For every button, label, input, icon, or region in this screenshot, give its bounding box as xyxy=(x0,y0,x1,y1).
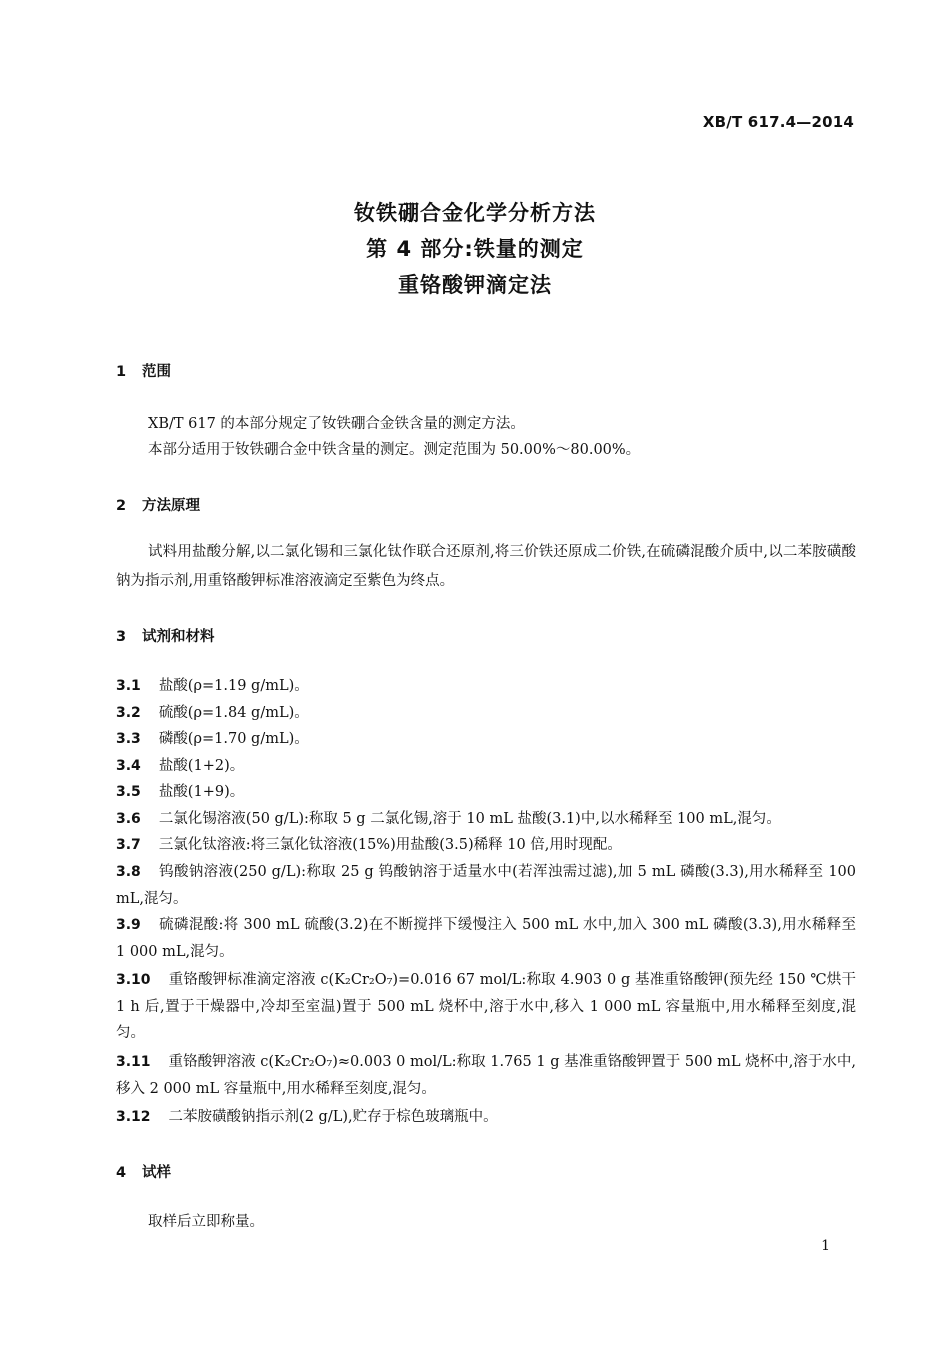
clause-3-11 xyxy=(116,1049,856,1102)
section-4-paragraph-1: 取样后立即称量。 xyxy=(148,1214,264,1230)
clause-number: 3.8 xyxy=(116,864,141,880)
section-3-heading xyxy=(116,625,215,646)
section-2-paragraph-1: 试料用盐酸分解,以二氯化锡和三氯化钛作联合还原剂,将三价铁还原成二价铁,在硫磷混酸介质中,以二苯胺磺酸钠为指示剂,用重铬酸钾标准溶液滴定至紫色为终点。 xyxy=(116,544,856,589)
clause-text: 重铬酸钾溶液 c(K₂Cr₂O₇)≈0.003 0 mol/L:称取 1.765 1 g 基准重铬酸钾置于 500 mL 烧杯中,溶于水中,移入 2 000 mL 容量瓶中,用水稀释至刻度,混匀。 xyxy=(116,1054,856,1097)
title-line-1: 钕铁硼合金化学分析方法 xyxy=(354,201,596,225)
clause-text: 盐酸(ρ=1.19 g/mL)。 xyxy=(158,678,309,694)
section-number: 3 xyxy=(116,629,127,645)
clause-text: 三氯化钛溶液:将三氯化钛溶液(15%)用盐酸(3.5)稀释 10 倍,用时现配。 xyxy=(158,837,622,853)
clause-number: 3.6 xyxy=(116,811,141,827)
clause-number: 3.2 xyxy=(116,705,141,721)
clause-number: 3.10 xyxy=(116,972,151,988)
clause-number: 3.5 xyxy=(116,784,141,800)
clause-3-3 xyxy=(116,726,856,753)
section-title: 试剂和材料 xyxy=(142,629,215,645)
clause-text: 磷酸(ρ=1.70 g/mL)。 xyxy=(158,731,309,747)
clause-number: 3.3 xyxy=(116,731,141,747)
section-1-paragraph-2: 本部分适用于钕铁硼合金中铁含量的测定。测定范围为 50.00%～80.00%。 xyxy=(148,442,641,458)
clause-text: 盐酸(1+2)。 xyxy=(158,758,245,774)
clause-number: 3.9 xyxy=(116,917,141,933)
section-number: 1 xyxy=(116,364,127,380)
clause-3-12 xyxy=(116,1104,856,1131)
clause-3-4 xyxy=(116,753,856,780)
title-line-2: 第 4 部分:铁量的测定 xyxy=(366,237,584,261)
clause-text: 硫磷混酸:将 300 mL 硫酸(3.2)在不断搅拌下缓慢注入 500 mL 水中,加入 300 mL 磷酸(3.3),用水稀释至 1 000 mL,混匀。 xyxy=(116,917,856,960)
document-title xyxy=(0,195,950,303)
clause-number: 3.4 xyxy=(116,758,141,774)
section-title: 范围 xyxy=(142,364,171,380)
clause-text: 盐酸(1+9)。 xyxy=(158,784,245,800)
clause-number: 3.7 xyxy=(116,837,141,853)
clause-number: 3.12 xyxy=(116,1109,151,1125)
clause-3-6 xyxy=(116,806,856,833)
clause-text: 钨酸钠溶液(250 g/L):称取 25 g 钨酸钠溶于适量水中(若浑浊需过滤),加 5 mL 磷酸(3.3),用水稀释至 100 mL,混匀。 xyxy=(116,864,856,907)
standard-code: XB/T 617.4—2014 xyxy=(702,113,854,131)
clause-text: 重铬酸钾标准滴定溶液 c(K₂Cr₂O₇)=0.016 67 mol/L:称取 4.903 0 g 基准重铬酸钾(预先经 150 ℃烘干 1 h 后,置于干燥器中,冷却至室温)置于 500 mL 烧杯中,溶于水中,移入 1 000 mL 容量瓶中,用水稀释至刻度,混匀。 xyxy=(116,972,856,1041)
section-4-heading xyxy=(116,1161,171,1182)
clause-text: 二苯胺磺酸钠指示剂(2 g/L),贮存于棕色玻璃瓶中。 xyxy=(168,1109,498,1125)
clause-number: 3.1 xyxy=(116,678,141,694)
title-line-3: 重铬酸钾滴定法 xyxy=(398,273,552,297)
clause-3-9 xyxy=(116,912,856,965)
clause-3-8 xyxy=(116,859,856,912)
clause-3-2 xyxy=(116,700,856,727)
section-title: 方法原理 xyxy=(142,498,200,514)
clause-3-7 xyxy=(116,832,856,859)
clause-text: 硫酸(ρ=1.84 g/mL)。 xyxy=(158,705,309,721)
section-number: 2 xyxy=(116,498,127,514)
clause-3-10 xyxy=(116,967,856,1047)
page-number: 1 xyxy=(821,1238,830,1254)
clause-number: 3.11 xyxy=(116,1054,151,1070)
clause-3-1 xyxy=(116,673,856,700)
clause-text: 二氯化锡溶液(50 g/L):称取 5 g 二氯化锡,溶于 10 mL 盐酸(3.1)中,以水稀释至 100 mL,混匀。 xyxy=(158,811,781,827)
section-number: 4 xyxy=(116,1165,127,1181)
clause-3-5 xyxy=(116,779,856,806)
section-2-heading xyxy=(116,494,200,515)
section-1-paragraph-1: XB/T 617 的本部分规定了钕铁硼合金铁含量的测定方法。 xyxy=(148,416,525,432)
section-title: 试样 xyxy=(142,1165,171,1181)
section-1-heading xyxy=(116,360,171,381)
